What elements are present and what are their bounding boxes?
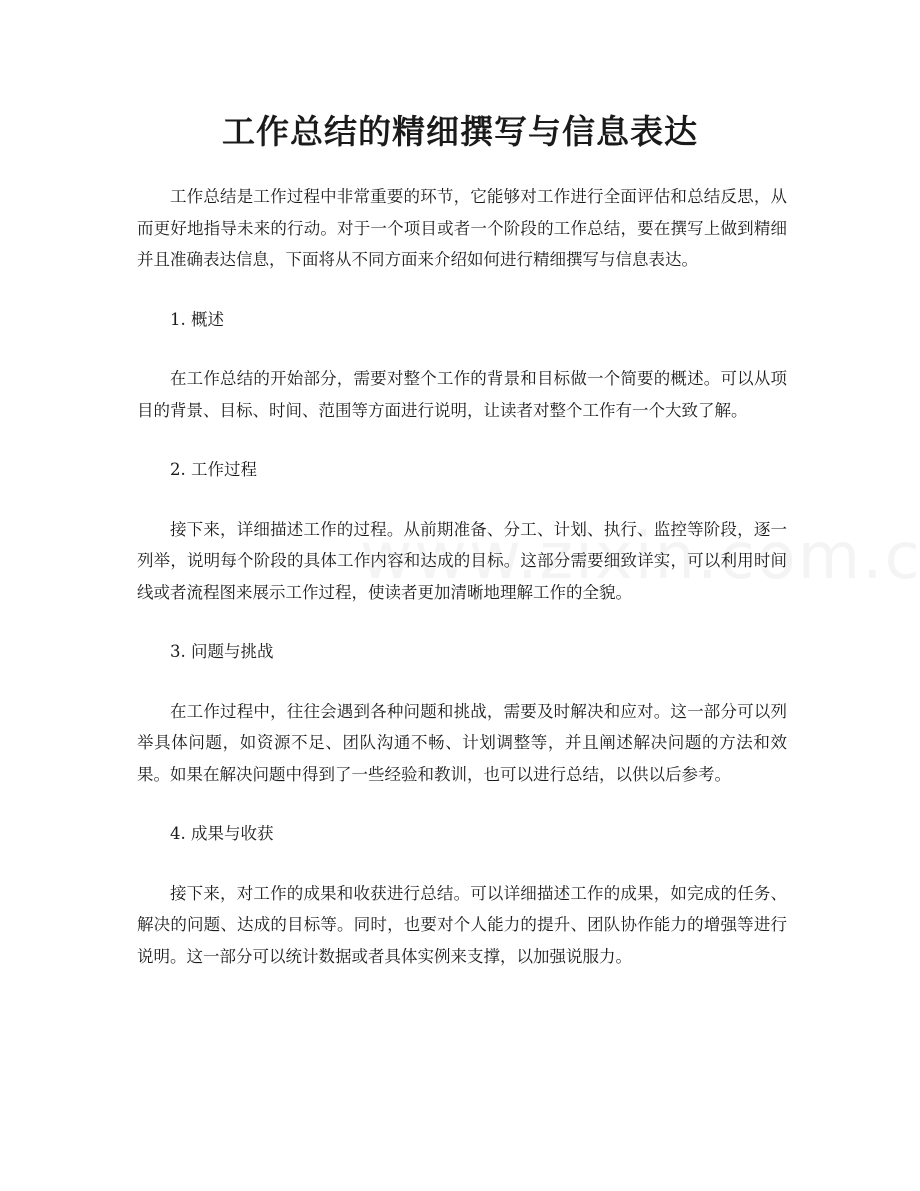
intro-paragraph: 工作总结是工作过程中非常重要的环节，它能够对工作进行全面评估和总结反思，从而更好地指导未来的行动。对于一个项目或者一个阶段的工作总结，要在撰写上做到精细并且准确表达信息，下面将从不同方面来介绍如何进行精细撰写与信息表达。 <box>137 187 787 269</box>
document-body <box>137 181 787 1000</box>
section-heading-overview: 1. 概述 <box>170 309 224 329</box>
document-title: 工作总结的精细撰写与信息表达 <box>222 112 698 151</box>
section-text-problems: 在工作过程中，往往会遇到各种问题和挑战，需要及时解决和应对。这一部分可以列举具体问题，如资源不足、团队沟通不畅、计划调整等，并且阐述解决问题的方法和效果。如果在解决问题中得到了一些经验和教训，也可以进行总结，以供以后参考。 <box>137 701 787 784</box>
section-heading-process: 2. 工作过程 <box>170 460 257 479</box>
section-text-results: 接下来，对工作的成果和收获进行总结。可以详细描述工作的成果，如完成的任务、解决的问题、达成的目标等。同时，也要对个人能力的提升、团队协作能力的增强等进行说明。这一部分可以统计数据或者具体实例来支撑，以加强说服力。 <box>137 883 787 966</box>
section-text-process: 接下来，详细描述工作的过程。从前期准备、分工、计划、执行、监控等阶段，逐一列举，说明每个阶段的具体工作内容和达成的目标。这部分需要细致详实，可以利用时间线或者流程图来展示工作过程，使读者更加清晰地理解工作的全貌。 <box>137 519 787 602</box>
section-heading-results: 4. 成果与收获 <box>170 824 274 843</box>
section-text-overview: 在工作总结的开始部分，需要对整个工作的背景和目标做一个简要的概述。可以从项目的背景、目标、时间、范围等方面进行说明，让读者对整个工作有一个大致了解。 <box>137 369 787 420</box>
section-heading-problems: 3. 问题与挑战 <box>170 642 274 661</box>
